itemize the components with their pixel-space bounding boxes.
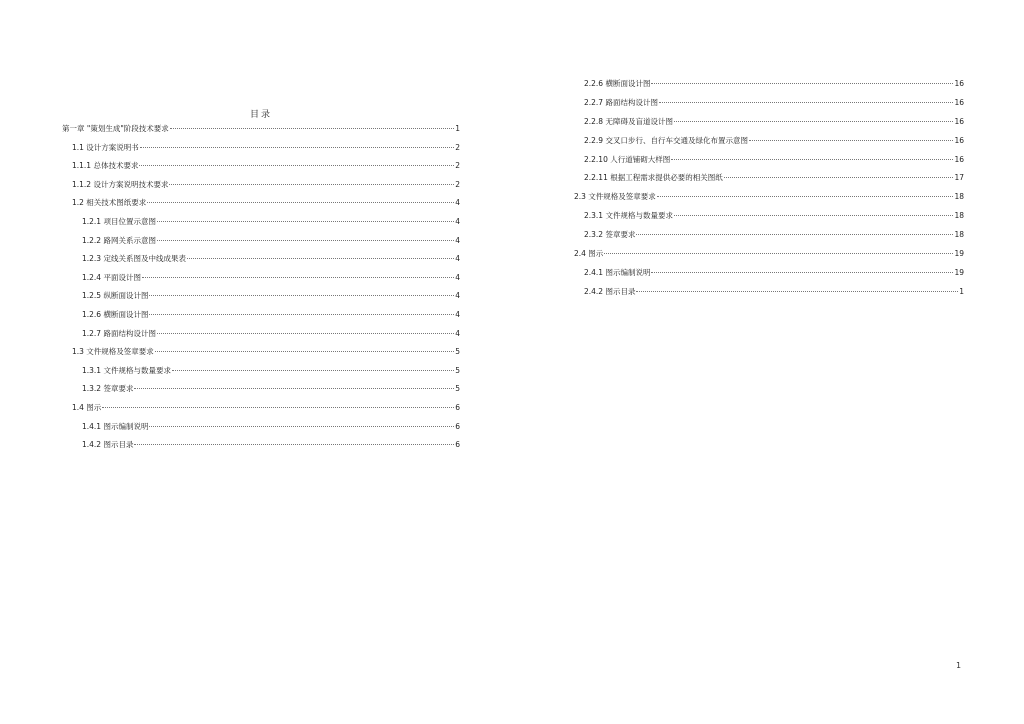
toc-entry-page: 2 — [455, 142, 460, 152]
toc-entry[interactable] — [62, 160, 460, 179]
toc-entry[interactable] — [62, 272, 460, 291]
toc-dot-leader — [724, 177, 954, 178]
toc-dot-leader — [149, 426, 454, 427]
toc-entry[interactable] — [62, 309, 460, 328]
toc-entry[interactable] — [574, 154, 964, 173]
toc-entry-page: 1 — [455, 124, 460, 133]
toc-entry-page: 4 — [455, 309, 460, 319]
toc-entry-page: 19 — [954, 249, 964, 259]
toc-dot-leader — [157, 221, 454, 222]
toc-entry-page: 4 — [455, 235, 460, 245]
toc-entry[interactable] — [574, 116, 964, 135]
toc-dot-leader — [139, 165, 454, 166]
toc-entry-page: 16 — [954, 97, 964, 107]
toc-entry[interactable] — [574, 248, 964, 267]
toc-entry-page: 16 — [954, 135, 964, 145]
toc-entry-title: 第一章 "策划生成"阶段技术要求 — [62, 124, 169, 133]
toc-entry-title: 1.3.1 文件规格与数量要求 — [82, 365, 171, 375]
toc-entry[interactable] — [62, 142, 460, 161]
toc-entry[interactable] — [62, 402, 460, 421]
toc-entry-title: 1.2.4 平面设计图 — [82, 272, 141, 282]
toc-entry[interactable] — [574, 97, 964, 116]
toc-entry-page: 16 — [954, 79, 964, 88]
toc-dot-leader — [651, 83, 953, 84]
toc-dot-leader — [149, 295, 454, 296]
toc-entry-page: 6 — [455, 440, 460, 450]
toc-entry-page: 16 — [954, 116, 964, 126]
toc-entry[interactable] — [574, 191, 964, 210]
toc-entry[interactable] — [62, 383, 460, 402]
toc-entry-title: 1.4 图示 — [72, 402, 102, 412]
toc-entry-title: 2.2.11 根据工程需求提供必要的相关图纸 — [584, 173, 723, 183]
toc-dot-leader — [147, 202, 454, 203]
toc-entry[interactable] — [62, 439, 460, 458]
toc-entry[interactable] — [62, 197, 460, 216]
toc-entry[interactable] — [62, 290, 460, 309]
toc-entry-title: 1.3 文件规格及签章要求 — [72, 347, 154, 357]
toc-entry-page: 2 — [455, 161, 460, 171]
toc-dot-leader — [134, 444, 454, 445]
toc-dot-leader — [604, 253, 953, 254]
toc-entry-title: 2.2.8 无障碍及盲道设计图 — [584, 116, 673, 126]
toc-entry-title: 2.3 文件规格及签章要求 — [574, 192, 656, 202]
toc-entry[interactable] — [62, 235, 460, 254]
toc-dot-leader — [157, 240, 454, 241]
toc-entry-title: 1.2.1 项目位置示意图 — [82, 216, 156, 226]
footer-page-number: 1 — [956, 661, 962, 670]
toc-entry-title: 2.4 图示 — [574, 249, 604, 259]
toc-entry-page: 4 — [455, 216, 460, 226]
toc-entry-page: 5 — [455, 384, 460, 394]
toc-dot-leader — [636, 291, 958, 292]
toc-entry-page: 4 — [455, 272, 460, 282]
toc-entry-page: 5 — [455, 347, 460, 357]
toc-dot-leader — [134, 388, 454, 389]
toc-left-column — [62, 123, 460, 458]
toc-dot-leader — [140, 147, 454, 148]
toc-entry-page: 4 — [455, 254, 460, 264]
toc-entry-title: 1.2.2 路网关系示意图 — [82, 235, 156, 245]
toc-dot-leader — [172, 370, 454, 371]
toc-entry-title: 1.2.6 横断面设计图 — [82, 309, 149, 319]
toc-entry-title: 2.2.7 路面结构设计图 — [584, 97, 658, 107]
toc-entry[interactable] — [62, 365, 460, 384]
toc-dot-leader — [155, 351, 454, 352]
toc-entry-title: 2.4.1 图示编制说明 — [584, 267, 651, 277]
toc-entry[interactable] — [574, 78, 964, 97]
toc-dot-leader — [142, 277, 454, 278]
toc-dot-leader — [187, 258, 454, 259]
toc-entry-page: 16 — [954, 154, 964, 164]
toc-entry[interactable] — [62, 253, 460, 272]
toc-entry[interactable] — [62, 421, 460, 440]
toc-dot-leader — [157, 333, 454, 334]
toc-entry-page: 18 — [954, 192, 964, 202]
toc-entry-page: 17 — [954, 173, 964, 183]
toc-entry[interactable] — [574, 267, 964, 286]
toc-entry-page: 18 — [954, 230, 964, 240]
toc-entry-title: 2.4.2 图示目录 — [584, 286, 636, 296]
toc-entry-title: 1.2.5 纵断面设计图 — [82, 291, 149, 301]
toc-entry[interactable] — [62, 179, 460, 198]
toc-entry[interactable] — [62, 328, 460, 347]
toc-entry-page: 2 — [455, 179, 460, 189]
toc-entry-page: 19 — [954, 267, 964, 277]
toc-entry-title: 1.1 设计方案说明书 — [72, 142, 139, 152]
toc-entry[interactable] — [62, 123, 460, 142]
toc-entry[interactable] — [62, 216, 460, 235]
toc-entry-page: 6 — [455, 402, 460, 412]
toc-dot-leader — [671, 159, 953, 160]
toc-entry-page: 4 — [455, 198, 460, 208]
toc-entry-title: 2.3.2 签章要求 — [584, 230, 636, 240]
toc-entry-title: 1.2 相关技术图纸要求 — [72, 198, 147, 208]
toc-dot-leader — [636, 234, 953, 235]
toc-entry-title: 2.2.9 交叉口步行、自行车交通及绿化布置示意图 — [584, 135, 748, 145]
toc-dot-leader — [657, 196, 954, 197]
toc-dot-leader — [749, 140, 953, 141]
toc-entry[interactable] — [574, 172, 964, 191]
toc-entry[interactable] — [574, 210, 964, 229]
toc-entry-title: 1.4.2 图示目录 — [82, 440, 134, 450]
toc-entry-page: 5 — [455, 365, 460, 375]
toc-dot-leader — [149, 314, 454, 315]
toc-right-column — [574, 78, 964, 305]
toc-entry-title: 2.2.6 横断面设计图 — [584, 79, 651, 88]
toc-dot-leader — [102, 407, 454, 408]
toc-dot-leader — [170, 128, 454, 129]
toc-title: 目录 — [250, 110, 273, 120]
toc-entry-page: 18 — [954, 211, 964, 221]
toc-entry[interactable] — [574, 286, 964, 305]
toc-dot-leader — [674, 215, 953, 216]
toc-entry-title: 1.2.3 定线关系图及中线成果表 — [82, 254, 186, 264]
toc-entry-page: 4 — [455, 291, 460, 301]
toc-dot-leader — [169, 184, 454, 185]
toc-dot-leader — [659, 102, 953, 103]
toc-entry-title: 1.2.7 路面结构设计图 — [82, 328, 156, 338]
toc-entry-title: 2.2.10 人行道铺砌大样图 — [584, 154, 671, 164]
toc-entry[interactable] — [62, 346, 460, 365]
toc-dot-leader — [674, 121, 953, 122]
toc-entry-title: 1.4.1 图示编制说明 — [82, 421, 149, 431]
toc-entry-title: 1.1.2 设计方案说明技术要求 — [72, 179, 169, 189]
toc-dot-leader — [651, 272, 953, 273]
toc-entry-title: 1.1.1 总体技术要求 — [72, 161, 139, 171]
toc-entry[interactable] — [574, 229, 964, 248]
toc-entry[interactable] — [574, 135, 964, 154]
toc-entry-page: 6 — [455, 421, 460, 431]
toc-entry-title: 1.3.2 签章要求 — [82, 384, 134, 394]
toc-entry-page: 4 — [455, 328, 460, 338]
toc-entry-title: 2.3.1 文件规格与数量要求 — [584, 211, 673, 221]
toc-entry-page: 1 — [959, 286, 964, 296]
